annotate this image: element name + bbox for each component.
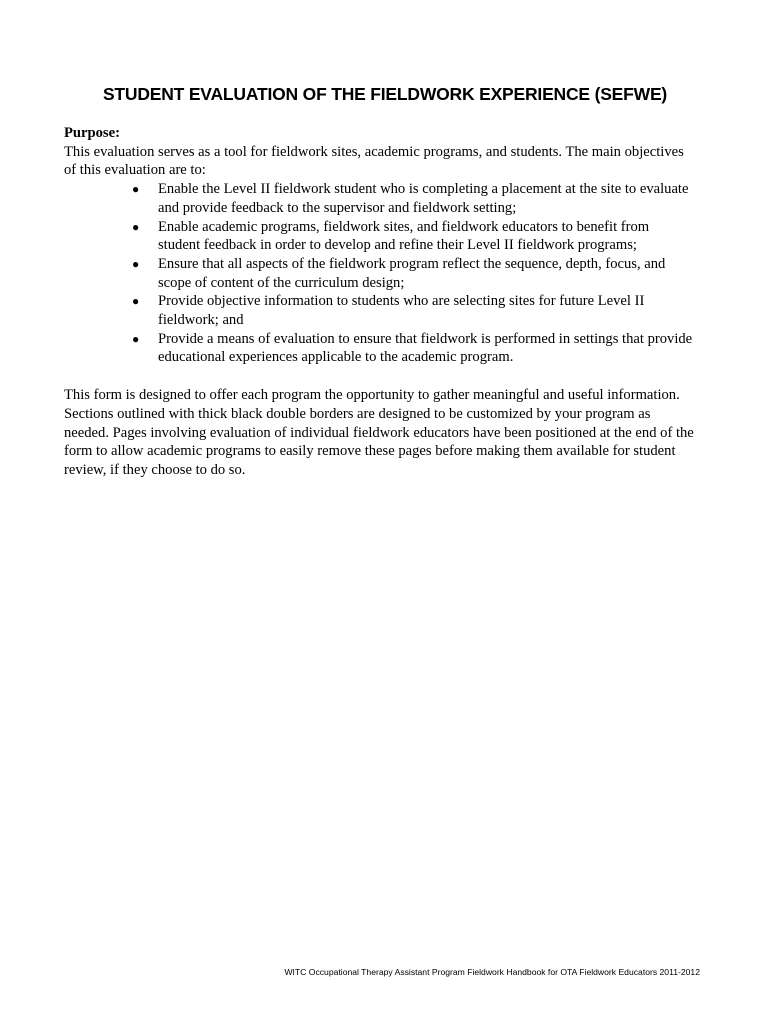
purpose-intro: This evaluation serves as a tool for fieldwork sites, academic programs, and students. The main objectives of this evaluation are to: <box>64 143 684 179</box>
list-item <box>132 330 694 367</box>
list-item <box>132 180 694 217</box>
objective-text: Provide a means of evaluation to ensure that fieldwork is performed in settings that provide educational experiences applicable to the academic program. <box>158 330 693 366</box>
purpose-heading: Purpose: <box>64 125 120 141</box>
bullet-icon: ● <box>132 182 140 197</box>
bullet-icon: ● <box>132 331 140 346</box>
list-item <box>132 255 694 292</box>
bullet-icon: ● <box>132 256 140 271</box>
list-item <box>132 292 694 329</box>
objective-text: Enable the Level II fieldwork student who is completing a placement at the site to evaluate and provide feedback to the supervisor and fieldwork setting; <box>158 181 689 216</box>
document-body <box>64 124 694 480</box>
document-title: STUDENT EVALUATION OF THE FIELDWORK EXPERIENCE (SEFWE) <box>102 84 668 104</box>
objective-text: Enable academic programs, fieldwork sites, and fieldwork educators to benefit from student feedback in order to develop and refine their Level II fieldwork programs; <box>158 218 650 254</box>
objective-text: Provide objective information to students who are selecting sites for future Level II fieldwork; and <box>158 293 645 329</box>
bullet-icon: ● <box>132 219 140 234</box>
closing-paragraph: This form is designed to offer each program the opportunity to gather meaningful and useful information. Sections outlined with thick black double borders are designed to be customized by your program as needed. Pages involving evaluation of individual fieldwork educators have been positioned at the end of the form to allow academic programs to easily remove these pages before making them available for student review, if they choose to do so. <box>64 387 694 478</box>
objectives-list <box>64 180 694 367</box>
bullet-icon: ● <box>132 294 140 309</box>
objective-text: Ensure that all aspects of the fieldwork program reflect the sequence, depth, focus, and scope of content of the curriculum design; <box>158 255 666 291</box>
list-item <box>132 218 694 255</box>
page-footer: WITC Occupational Therapy Assistant Program Fieldwork Handbook for OTA Fieldwork Educators 2011-2012 <box>284 967 700 977</box>
